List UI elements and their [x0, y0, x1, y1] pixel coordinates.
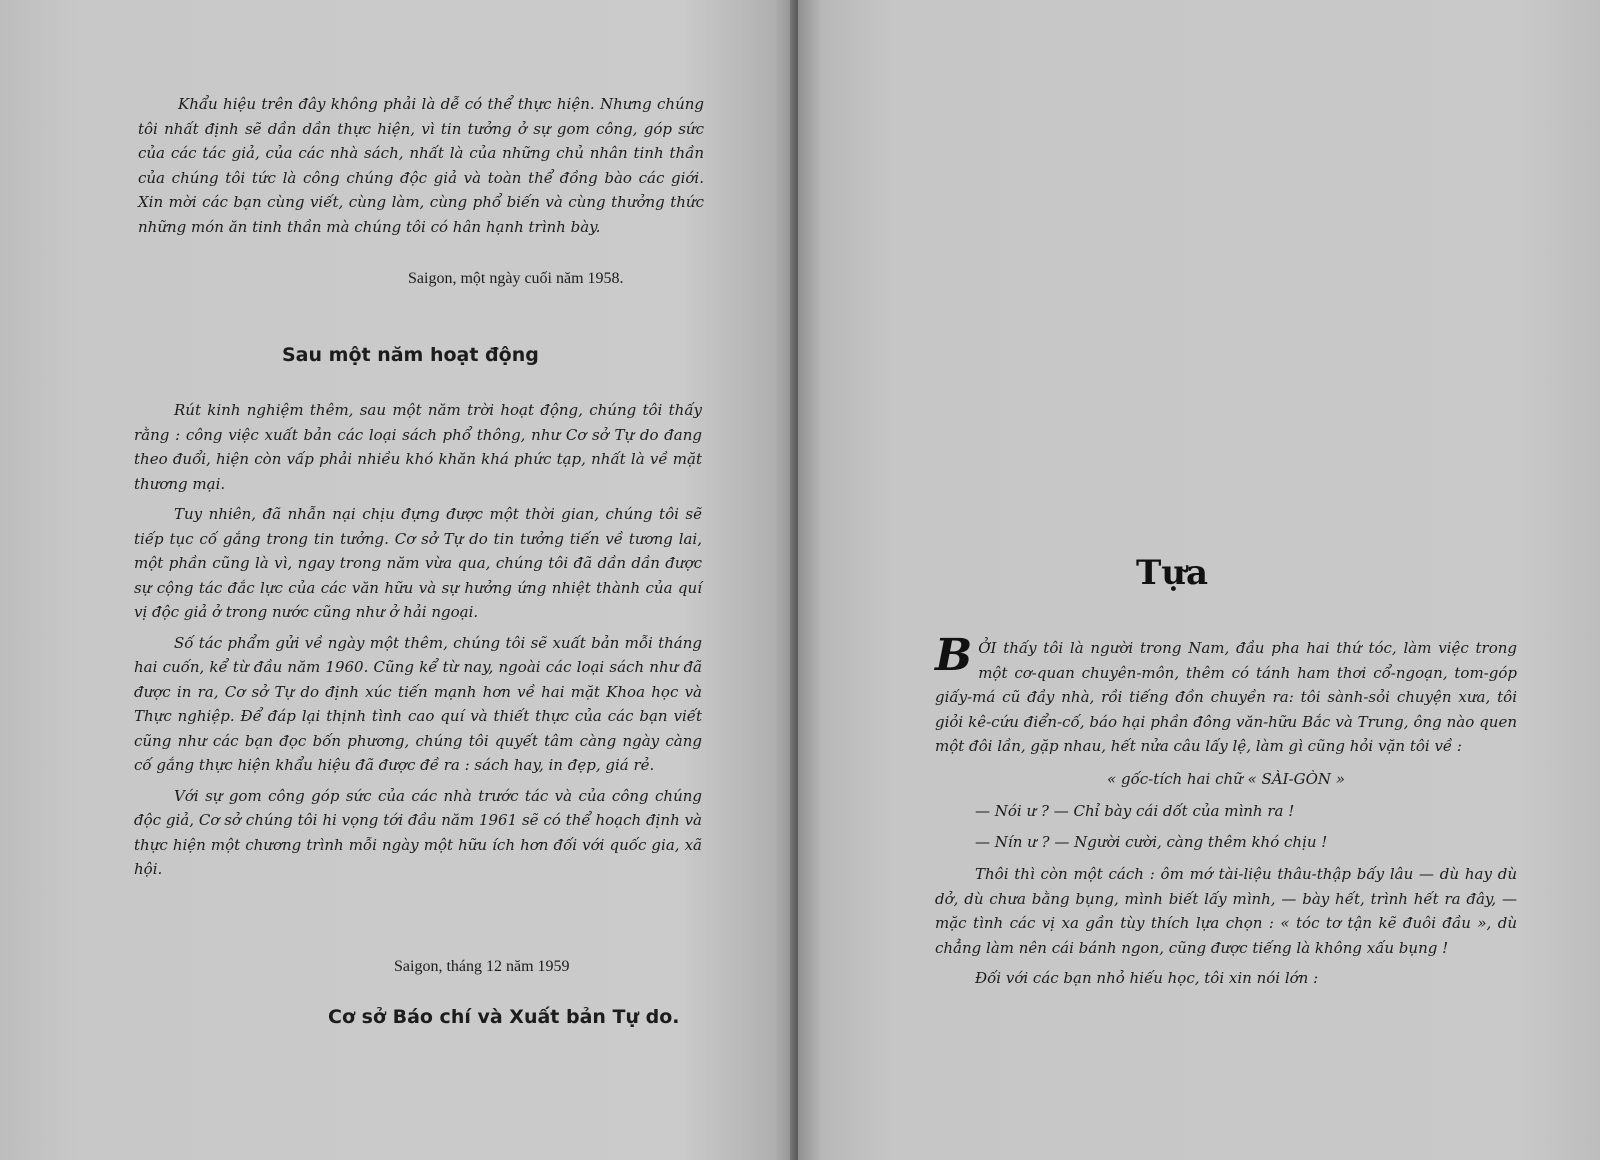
- drop-cap: B: [935, 630, 973, 681]
- opening-text: ỞI thấy tôi là người trong Nam, đầu pha hai thứ tóc, làm việc trong một cơ-quan chuyên-môn, thêm có tánh ham thơi cổ-ngoạn, tom-góp giấy-má cũ đầy nhà, rồi tiếng đồn chuyền ra: tôi sành-sỏi chuyện xưa, tôi giỏi kê-cứu điển-cố, báo hại phần đông văn-hữu Bắc và Trung, ông nào quen một đôi lần, gặp nhau, hết nửa câu lấy lệ, làm gì cũng hỏi vặn tôi về :: [935, 639, 1517, 755]
- right-page: [798, 0, 1600, 1160]
- quote-line: « gốc-tích hai chữ « SÀI-GÒN »: [1107, 769, 1345, 788]
- section-heading: Sau một năm hoạt động: [282, 344, 539, 366]
- right-paragraph-2: Thôi thì còn một cách : ôm mớ tài-liệu thâu-thập bấy lâu — dù hay dù dở, dù chưa bằng bụng, mình biết lấy mình, — bày hết, trình hết ra đây, — mặc tình các vị xa gần tùy thích lựa chọn : « tóc tơ tận kẽ đuôi đầu », dù chẳng làm nên cái bánh ngon, cũng được tiếng là không xấu bụng !: [935, 865, 1517, 957]
- intro-paragraph-block: [138, 92, 704, 245]
- sign-date-1959: Saigon, tháng 12 năm 1959: [394, 958, 570, 975]
- publisher-name: Cơ sở Báo chí và Xuất bản Tự do.: [328, 1006, 680, 1028]
- opening-paragraph: [935, 630, 1517, 759]
- dialog-line-2: — Nín ư ? — Người cười, càng thêm khó chịu !: [975, 832, 1328, 851]
- left-page: [0, 0, 798, 1160]
- left-paragraph-3: Số tác phẩm gửi về ngày một thêm, chúng tôi sẽ xuất bản mỗi tháng hai cuốn, kể từ đầu năm 1960. Cũng kể từ nay, ngoài các loại sách như đã được in ra, Cơ sở Tự do định xúc tiến mạnh hơn về hai mặt Khoa học và Thực nghiệp. Để đáp lại thịnh tình cao quí và thiết thực của các bạn viết cũng như các bạn đọc bốn phương, chúng tôi quyết tâm càng ngày càng cố gắng thực hiện khẩu hiệu đã được đề ra : sách hay, in đẹp, giá rẻ.: [134, 633, 702, 774]
- intro-paragraph: Khẩu hiệu trên đây không phải là dễ có thể thực hiện. Nhưng chúng tôi nhất định sẽ dần dần thực hiện, vì tin tưởng ở sự gom công, góp sức của các tác giả, của các nhà sách, nhất là của những chủ nhân tinh thần của chúng tôi tức là công chúng độc giả và toàn thể đồng bào các giới. Xin mời các bạn cùng viết, cùng làm, cùng phổ biến và cùng thưởng thức những món ăn tinh thần mà chúng tôi có hân hạnh trình bày.: [138, 95, 704, 236]
- right-body: [935, 630, 1517, 997]
- sign-date-1958: Saigon, một ngày cuối năm 1958.: [408, 270, 624, 287]
- right-paragraph-3: Đối với các bạn nhỏ hiếu học, tôi xin nói lớn :: [975, 969, 1319, 987]
- left-paragraph-2: Tuy nhiên, đã nhẫn nại chịu đựng được một thời gian, chúng tôi sẽ tiếp tục cố gắng trong tin tưởng. Cơ sở Tự do tin tưởng tiến về tương lai, một phần cũng là vì, ngay trong năm vừa qua, chúng tôi đã dần dần được sự cộng tác đắc lực của các văn hữu và sự hưởng ứng nhiệt thành của quí vị độc giả ở trong nước cũng như ở hải ngoại.: [134, 505, 702, 621]
- left-paragraph-4: Với sự gom công góp sức của các nhà trước tác và của công chúng độc giả, Cơ sở chúng tôi hi vọng tới đầu năm 1961 sẽ có thể hoạch định và thực hiện một chương trình mỗi ngày một hữu ích hơn đối với quốc gia, xã hội.: [134, 786, 702, 878]
- dialog-line-1: — Nói ư ? — Chỉ bày cái dốt của mình ra !: [975, 802, 1295, 820]
- left-paragraph-1: Rút kinh nghiệm thêm, sau một năm trời hoạt động, chúng tôi thấy rằng : công việc xuất bản các loại sách phổ thông, như Cơ sở Tự do đang theo đuổi, hiện còn vấp phải nhiều khó khăn khá phức tạp, nhất là về mặt thương mại.: [134, 401, 702, 493]
- chapter-title: Tựa: [1136, 553, 1209, 593]
- left-body: [134, 398, 702, 888]
